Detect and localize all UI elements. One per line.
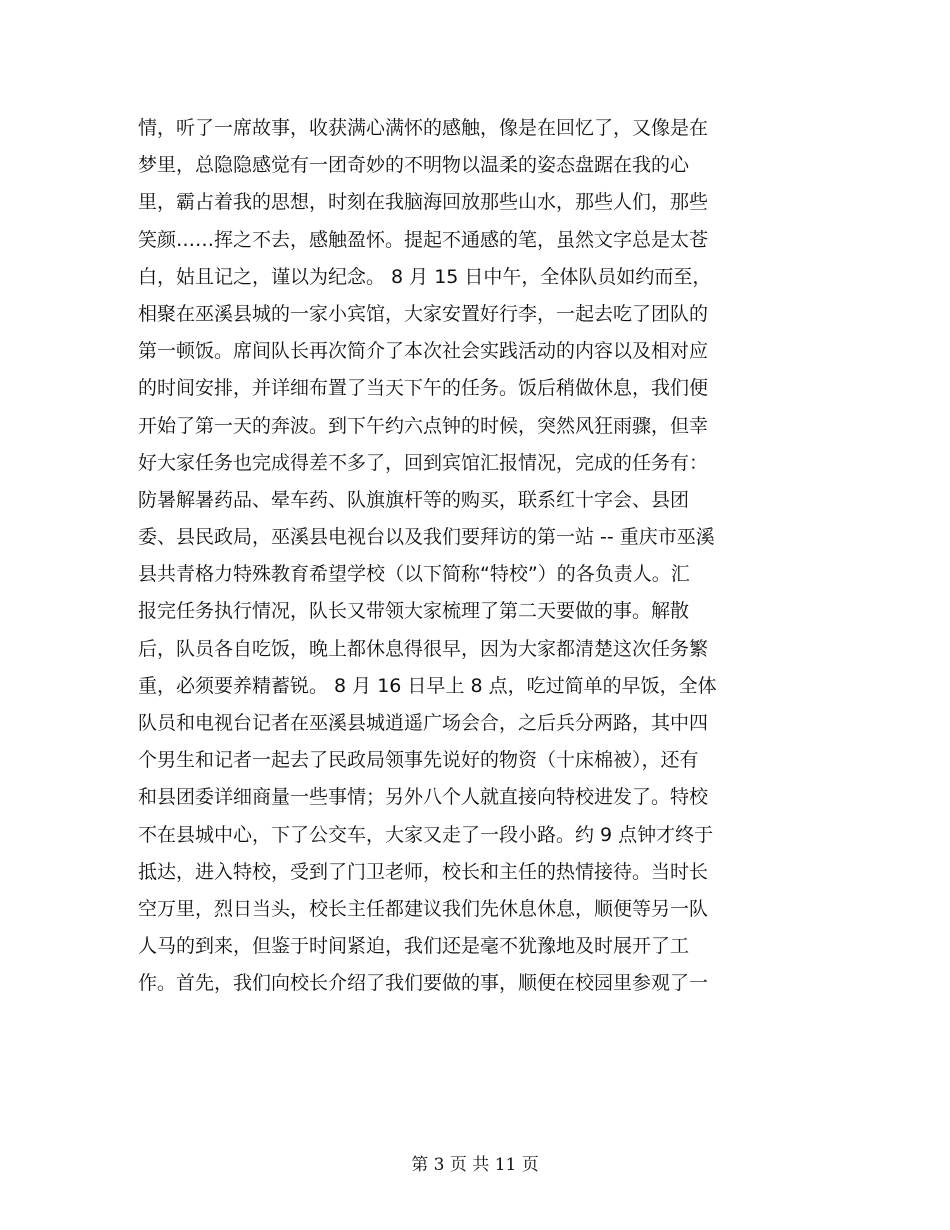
text-line: 和县团委详细商量一些事情；另外八个人就直接向特校进发了。特校	[138, 786, 709, 809]
text-line: 白，姑且记之，谨以为纪念。 8 月 15 日中午，全体队员如约而至，	[138, 265, 712, 288]
text-line: 笑颜……挥之不去，感触盈怀。提起不通感的笔，虽然文字总是太苍	[138, 228, 709, 251]
text-line: 第一顿饭。席间队长再次简介了本次社会实践活动的内容以及相对应	[138, 340, 709, 363]
body-text	[138, 110, 818, 1003]
text-line: 抵达，进入特校，受到了门卫老师，校长和主任的热情接待。当时长	[138, 860, 709, 883]
text-line: 作。首先，我们向校长介绍了我们要做的事，顺便在校园里参观了一	[138, 972, 709, 995]
text-line: 报完任务执行情况，队长又带领大家梳理了第二天要做的事。解散	[138, 600, 690, 623]
text-line: 队员和电视台记者在巫溪县城逍遥广场会合，之后兵分两路，其中四	[138, 712, 709, 734]
text-line: 里，霸占着我的思想，时刻在我脑海回放那些山水，那些人们，那些	[138, 191, 709, 214]
text-line: 好大家任务也完成得差不多了，回到宾馆汇报情况，完成的任务有：	[138, 451, 709, 474]
text-line: 相聚在巫溪县城的一家小宾馆，大家安置好行李，一起去吃了团队的	[138, 302, 709, 325]
page-footer: 第 3 页 共 11 页	[411, 1155, 539, 1175]
text-line: 开始了第一天的奔波。到下午约六点钟的时候，突然风狂雨骤，但幸	[138, 414, 709, 437]
text-line: 空万里，烈日当头，校长主任都建议我们先休息休息，顺便等另一队	[138, 897, 709, 920]
text-line: 不在县城中心，下了公交车，大家又走了一段小路。约 9 点钟才终于	[138, 823, 714, 846]
text-line: 重，必须要养精蓄锐。 8 月 16 日早上 8 点，吃过简单的早饭，全体	[138, 674, 717, 697]
text-line: 县共青格力特殊教育希望学校（以下简称“特校”）的各负责人。汇	[138, 563, 690, 586]
text-line: 情，听了一席故事，收获满心满怀的感触，像是在回忆了，又像是在	[138, 117, 709, 139]
text-line: 个男生和记者一起去了民政局领事先说好的物资（十床棉被），还有	[138, 749, 699, 772]
text-line: 梦里，总隐隐感觉有一团奇妙的不明物以温柔的姿态盘踞在我的心	[138, 154, 690, 177]
text-line: 人马的到来，但鉴于时间紧迫，我们还是毫不犹豫地及时展开了工	[138, 935, 690, 958]
text-line: 的时间安排，并详细布置了当天下午的任务。饭后稍做休息，我们便	[138, 377, 709, 400]
text-line: 防暑解暑药品、晕车药、队旗旗杆等的购买，联系红十字会、县团	[138, 488, 690, 511]
text-line: 后，队员各自吃饭，晚上都休息得很早，因为大家都清楚这次任务繁	[138, 637, 709, 660]
text-line: 委、县民政局，巫溪县电视台以及我们要拜访的第一站 -- 重庆市巫溪	[138, 526, 715, 549]
